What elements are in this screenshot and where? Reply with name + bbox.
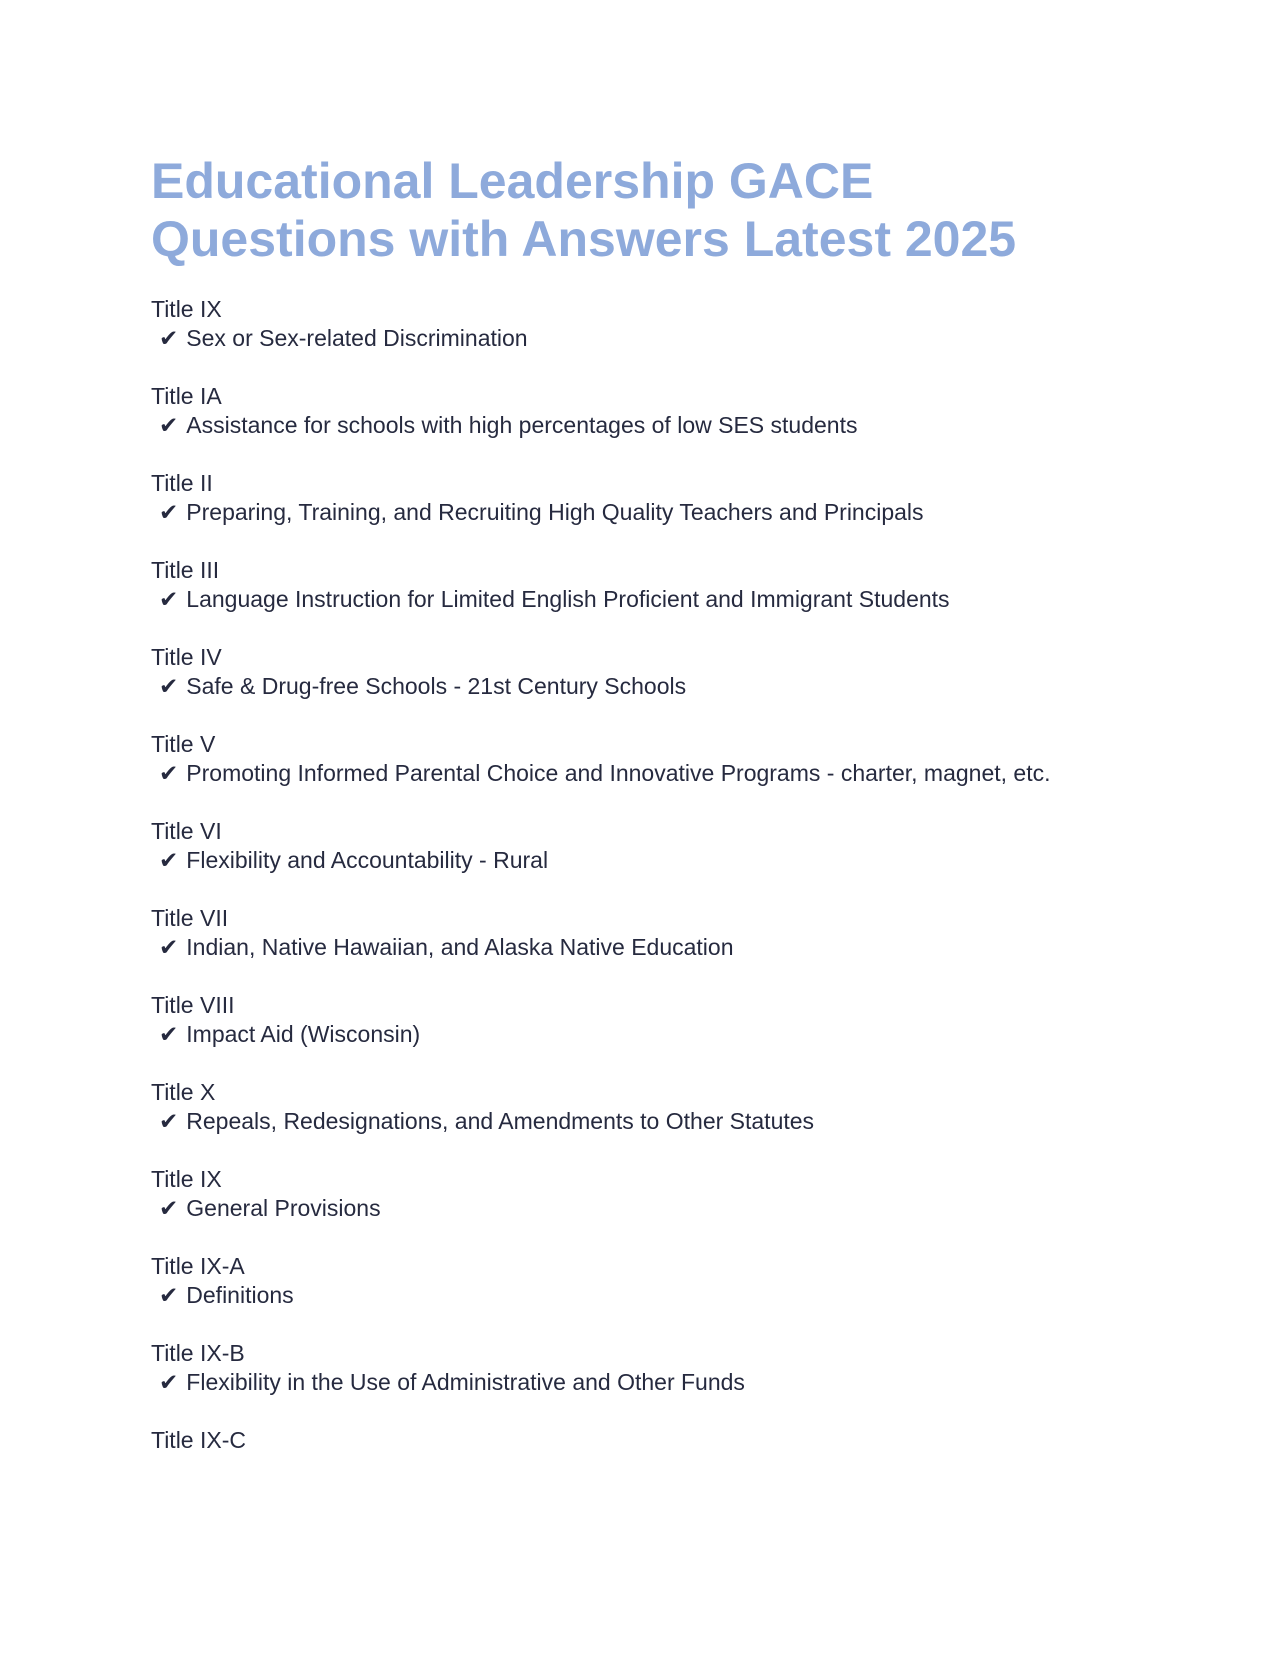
- question-text: Title V: [151, 731, 216, 757]
- answer-text: Language Instruction for Limited English Proficient and Immigrant Students: [186, 586, 950, 612]
- answer-line: [151, 759, 1101, 788]
- question-text: Title IX-C: [151, 1427, 246, 1453]
- qa-item: [151, 1339, 1101, 1397]
- qa-item: [151, 1078, 1101, 1136]
- answer-line: [151, 846, 1101, 875]
- qa-item: [151, 991, 1101, 1049]
- check-icon: ✔: [159, 1195, 179, 1221]
- qa-item: [151, 1165, 1101, 1223]
- answer-line: [151, 1020, 1101, 1049]
- check-icon: ✔: [159, 499, 179, 525]
- answer-text: Safe & Drug-free Schools - 21st Century Schools: [186, 673, 687, 699]
- question-text: Title IA: [151, 383, 222, 409]
- answer-text: Assistance for schools with high percentages of low SES students: [186, 412, 858, 438]
- answer-text: Promoting Informed Parental Choice and Innovative Programs - charter, magnet, etc.: [186, 760, 1051, 786]
- check-icon: ✔: [159, 847, 179, 873]
- qa-item: [151, 1426, 1101, 1455]
- answer-text: Flexibility and Accountability - Rural: [186, 847, 549, 873]
- answer-line: [151, 1107, 1101, 1136]
- answer-line: [151, 324, 1101, 353]
- answer-line: [151, 585, 1101, 614]
- check-icon: ✔: [159, 412, 179, 438]
- question-text: Title IX-A: [151, 1253, 245, 1279]
- answer-line: [151, 1368, 1101, 1397]
- answer-line: [151, 933, 1101, 962]
- check-icon: ✔: [159, 934, 179, 960]
- qa-list: [151, 295, 1101, 1455]
- question-text: Title X: [151, 1079, 216, 1105]
- question-text: Title II: [151, 470, 213, 496]
- answer-text: Preparing, Training, and Recruiting High Quality Teachers and Principals: [186, 499, 924, 525]
- qa-item: [151, 382, 1101, 440]
- answer-text: General Provisions: [186, 1195, 381, 1221]
- check-icon: ✔: [159, 1282, 179, 1308]
- qa-item: [151, 295, 1101, 353]
- answer-line: [151, 1281, 1101, 1310]
- qa-item: [151, 469, 1101, 527]
- answer-text: Definitions: [186, 1282, 294, 1308]
- question-text: Title IV: [151, 644, 222, 670]
- qa-item: [151, 730, 1101, 788]
- check-icon: ✔: [159, 1108, 179, 1134]
- answer-text: Impact Aid (Wisconsin): [186, 1021, 421, 1047]
- document-title: Educational Leadership GACE Questions with Answers Latest 2025: [151, 153, 1017, 267]
- check-icon: ✔: [159, 760, 179, 786]
- check-icon: ✔: [159, 325, 179, 351]
- question-text: Title IX-B: [151, 1340, 245, 1366]
- answer-line: [151, 1194, 1101, 1223]
- answer-text: Flexibility in the Use of Administrative and Other Funds: [186, 1369, 745, 1395]
- answer-text: Sex or Sex-related Discrimination: [186, 325, 528, 351]
- question-text: Title VI: [151, 818, 222, 844]
- qa-item: [151, 904, 1101, 962]
- check-icon: ✔: [159, 586, 179, 612]
- question-text: Title IX: [151, 1166, 222, 1192]
- qa-item: [151, 1252, 1101, 1310]
- document-page: [151, 152, 1101, 1484]
- answer-line: [151, 672, 1101, 701]
- question-text: Title VIII: [151, 992, 235, 1018]
- check-icon: ✔: [159, 1369, 179, 1395]
- check-icon: ✔: [159, 673, 179, 699]
- qa-item: [151, 556, 1101, 614]
- question-text: Title IX: [151, 296, 222, 322]
- qa-item: [151, 817, 1101, 875]
- answer-text: Indian, Native Hawaiian, and Alaska Native Education: [186, 934, 734, 960]
- answer-text: Repeals, Redesignations, and Amendments to Other Statutes: [186, 1108, 815, 1134]
- question-text: Title VII: [151, 905, 229, 931]
- answer-line: [151, 498, 1101, 527]
- check-icon: ✔: [159, 1021, 179, 1047]
- qa-item: [151, 643, 1101, 701]
- question-text: Title III: [151, 557, 220, 583]
- answer-line: [151, 411, 1101, 440]
